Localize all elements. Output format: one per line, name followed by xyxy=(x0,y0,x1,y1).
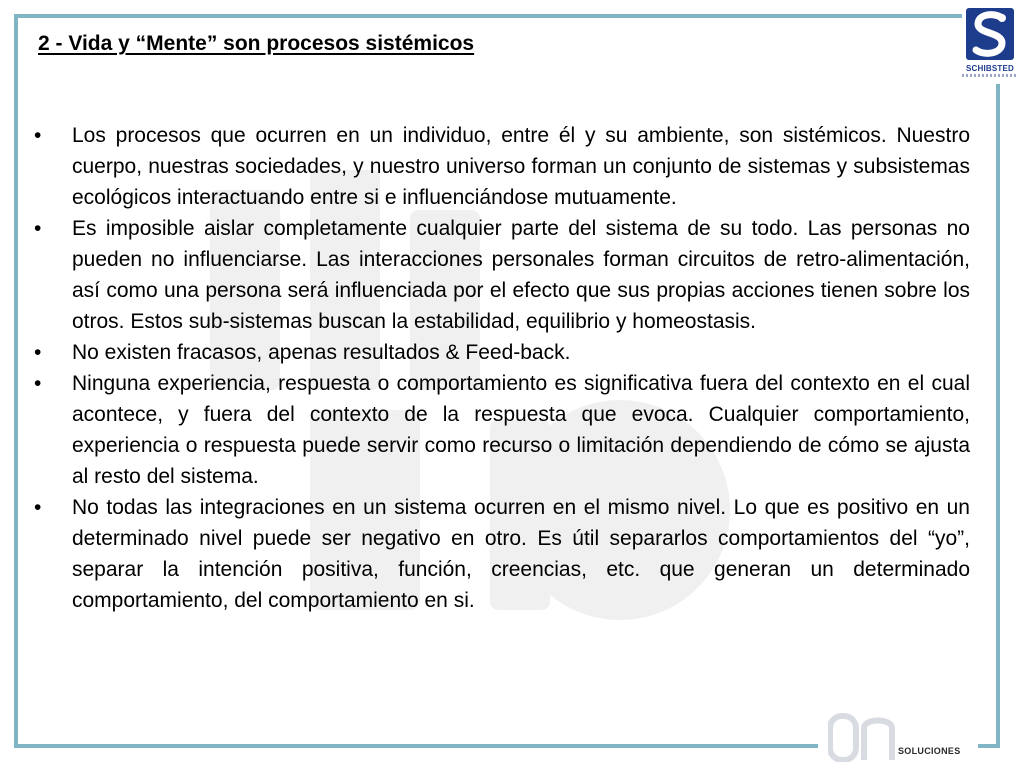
bullet-list xyxy=(34,120,970,616)
schibsted-logo xyxy=(962,6,1018,84)
bullet-item xyxy=(34,337,970,368)
on-soluciones-logo xyxy=(828,706,978,762)
bullet-marker: • xyxy=(34,124,42,147)
schibsted-logo-name: SCHIBSTED xyxy=(965,64,1015,73)
bullet-marker: • xyxy=(34,217,42,240)
slide-title: 2 - Vida y “Mente” son procesos sistémicos xyxy=(38,32,475,55)
on-soluciones-logo-icon xyxy=(828,706,898,762)
bullet-text: Ninguna experiencia, respuesta o comportamiento es significativa fuera del contexto en el cual acontece, y fuera del contexto de la respuesta que evoca. Cualquier comportamiento, experiencia o respuesta puede servir como recurso o limitación dependiendo de cómo se ajusta al resto del sistema. xyxy=(72,372,970,488)
bullet-item xyxy=(34,368,970,492)
schibsted-logo-tagline xyxy=(962,74,1018,77)
bullet-item xyxy=(34,213,970,337)
bullet-item xyxy=(34,120,970,213)
bullet-marker: • xyxy=(34,496,42,519)
bullet-text: Los procesos que ocurren en un individuo, entre él y su ambiente, son sistémicos. Nuestro cuerpo, nuestras sociedades, y nuestro universo forman un conjunto de sistemas y subsistemas ecológicos interactuando entre si e influenciándose mutuamente. xyxy=(72,124,970,209)
bullet-text: No existen fracasos, apenas resultados & Feed-back. xyxy=(72,341,571,364)
bullet-marker: • xyxy=(34,372,42,395)
bullet-text: No todas las integraciones en un sistema ocurren en el mismo nivel. Lo que es positivo en un determinado nivel puede ser negativo en otro. Es útil separarlos comportamientos del “yo”, separar la intención positiva, función, creencias, etc. que generan un determinado comportamiento, del comportamiento en si. xyxy=(72,496,970,612)
schibsted-s-logo-icon xyxy=(966,8,1014,60)
bullet-text: Es imposible aislar completamente cualquier parte del sistema de su todo. Las personas no pueden no influenciarse. Las interacciones personales forman circuitos de retro-alimentación, así como una persona será influenciada por el efecto que sus propias acciones tienen sobre los otros. Estos sub-sistemas buscan la estabilidad, equilibrio y homeostasis. xyxy=(72,217,970,333)
bullet-marker: • xyxy=(34,341,42,364)
bullet-item xyxy=(34,492,970,616)
on-soluciones-logo-text: SOLUCIONES xyxy=(898,746,961,756)
